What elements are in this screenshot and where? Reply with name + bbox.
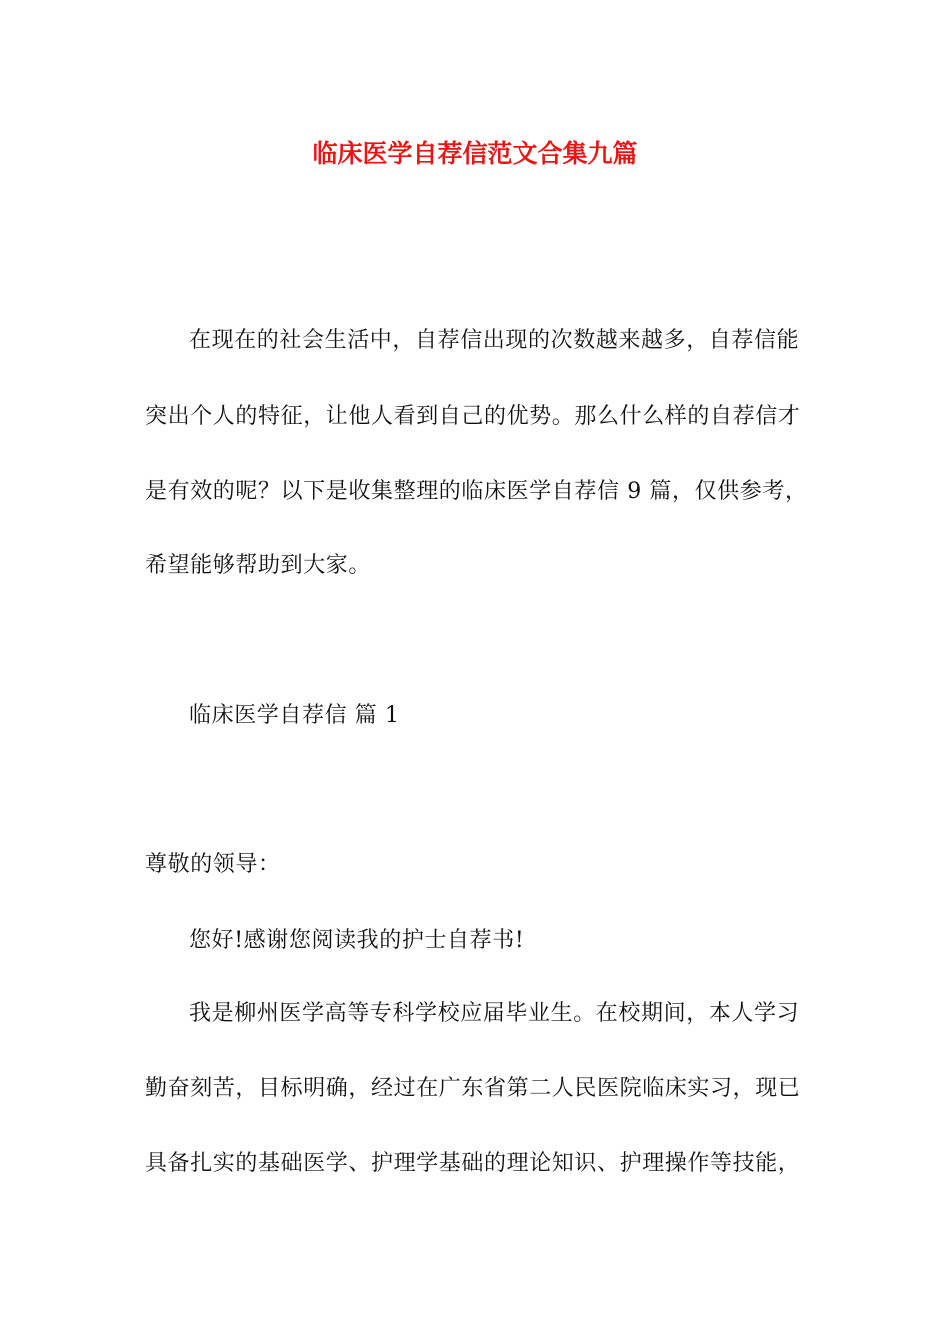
intro-line-2: 突出个人的特征，让他人看到自己的优势。那么什么样的自荐信才 <box>145 404 801 429</box>
intro-line-4: 希望能够帮助到大家。 <box>145 553 372 578</box>
greeting: 您好!感谢您阅读我的护士自荐书! <box>189 928 525 953</box>
salutation: 尊敬的领导： <box>145 852 281 877</box>
intro-line-3: 是有效的呢？以下是收集整理的临床医学自荐信 9 篇，仅供参考， <box>145 479 808 504</box>
body-line-1: 我是柳州医学高等专科学校应届毕业生。在校期间，本人学习 <box>189 1001 800 1026</box>
body-line-2: 勤奋刻苦，目标明确，经过在广东省第二人民医院临床实习，现已 <box>145 1076 801 1101</box>
body-line-3: 具备扎实的基础医学、护理学基础的理论知识、护理操作等技能， <box>145 1151 801 1176</box>
document-title: 临床医学自荐信范文合集九篇 <box>312 139 638 168</box>
intro-line-1: 在现在的社会生活中，自荐信出现的次数越来越多，自荐信能 <box>189 328 800 353</box>
section-heading: 临床医学自荐信 篇 1 <box>189 703 400 728</box>
